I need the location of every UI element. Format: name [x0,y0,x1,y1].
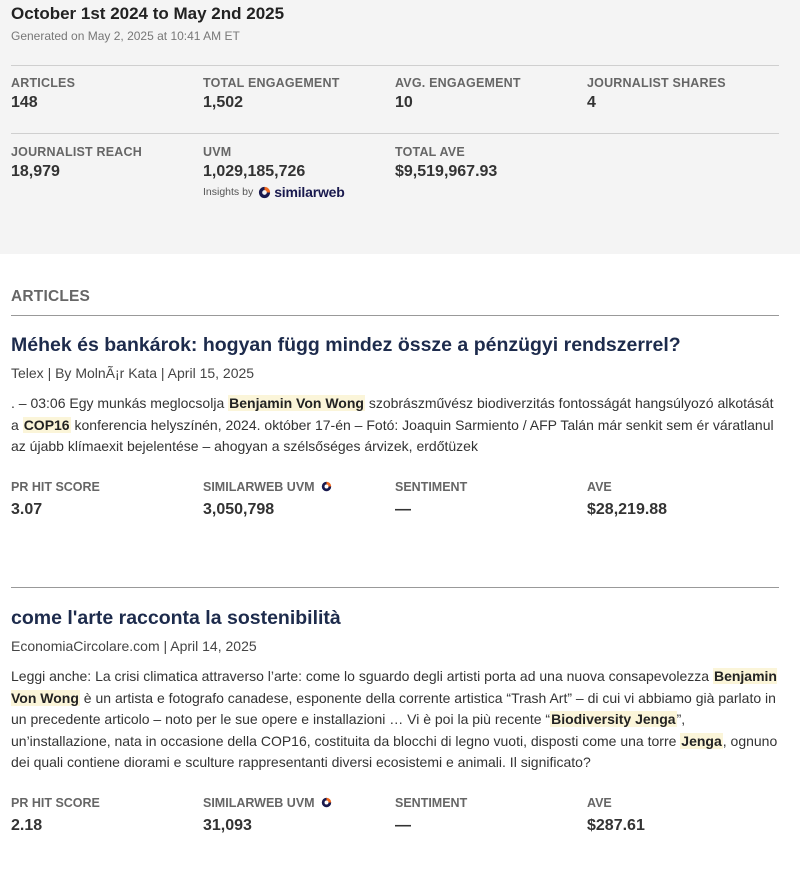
metric-label: AVG. ENGAGEMENT [395,76,521,90]
stat-value: 2.18 [11,816,43,834]
snippet-text: szobrászművész biodiverzitás fontosságát hangsúlyozó alkotását a [11,395,774,433]
metric-journalist-shares [587,75,777,113]
metric-value: 1,029,185,726 [203,163,306,180]
article-snippet [11,666,781,774]
report-date-range: October 1st 2024 to May 2nd 2025 [11,4,285,23]
metric-journalist-reach [11,144,201,182]
article-card [11,333,781,523]
stat-value: — [395,500,411,518]
stat-ave [587,479,667,520]
snippet-text: . – 03:06 Egy munkás meglocsolja [11,395,229,411]
metric-label: UVM [203,145,232,159]
stat-value: 3,050,798 [203,500,275,518]
snippet-text: Leggi anche: La crisi climatica attraverso l’arte: come lo sguardo degli artisti porta ad una nuova consapevolezza [11,668,713,684]
metric-label: ARTICLES [11,76,76,90]
article-card [11,606,781,839]
stat-label-row [203,479,332,495]
metric-label: TOTAL AVE [395,145,465,159]
divider [11,587,779,588]
insights-prefix: Insights by [203,186,254,198]
stat-sentiment [395,479,467,520]
metric-value: 4 [587,94,596,111]
keyword-highlight: Benjamin Von Wong [229,395,364,411]
stat-value: $28,219.88 [587,500,668,518]
stat-value: — [395,816,411,834]
metric-total-engagement [203,75,393,113]
articles-section-heading: ARTICLES [11,288,91,305]
keyword-highlight: Biodiversity Jenga [551,711,676,727]
stat-label: SENTIMENT [395,479,468,494]
stat-label-row [203,795,332,811]
stat-label: PR HIT SCORE [11,795,100,810]
stat-label: AVE [587,795,612,810]
metric-value: 1,502 [203,94,244,111]
report-generated-time: Generated on May 2, 2025 at 10:41 AM ET [11,29,240,43]
similarweb-logo-icon [321,797,332,808]
similarweb-logo-icon [321,481,332,492]
report-summary [0,0,800,254]
stat-value: 3.07 [11,500,43,518]
insights-by-similarweb [203,184,393,200]
snippet-text: ”, un’installazione, nata in occasione della COP16, costituita da blocchi di legno vuoti, disposti come una torre [11,711,686,749]
stat-label: SENTIMENT [395,795,468,810]
snippet-text: , ognuno dei quali contiene diorami e sculture rappresentanti diversi ecosistemi e animali. Il significato? [11,732,778,770]
stat-value: $287.61 [587,816,645,834]
stat-similarweb-uvm [203,795,332,836]
keyword-highlight: COP16 [23,416,70,433]
metric-value: 10 [395,94,413,111]
metric-total-ave [395,144,585,182]
snippet-text: è un artista e fotografo canadese, esponente della corrente artistica “Trash Art” – di cui vi abbiamo già parlato in un precedente articolo – noto per le sue opere e installazioni … Vi è poi la più recente “ [11,689,776,727]
stat-label: SIMILARWEB UVM [203,479,315,494]
metric-articles [11,75,201,113]
stat-value: 31,093 [203,816,252,834]
article-title[interactable]: come l'arte racconta la sostenibilità [11,607,341,629]
divider [11,315,779,316]
keyword-highlight: Benjamin Von Wong [11,668,777,706]
snippet-text: konferencia helyszínén, 2024. október 17-én – Fotó: Joaquin Sarmiento / AFP Talán már senkit sem ér váratlanul az újabb klímaexit bejelentése – ahogyan a szélsőséges árvizek, erdőtüzek [11,416,774,454]
metric-label: JOURNALIST REACH [11,145,142,159]
keyword-highlight: Jenga [681,732,722,749]
metric-label: TOTAL ENGAGEMENT [203,76,340,90]
metric-value: 148 [11,94,38,111]
divider [11,133,779,134]
stat-ave [587,795,645,836]
stat-similarweb-uvm [203,479,332,520]
article-stats [11,479,781,523]
article-snippet [11,393,781,458]
stat-label: AVE [587,479,612,494]
stat-label: PR HIT SCORE [11,479,100,494]
metric-label: JOURNALIST SHARES [587,76,726,90]
metric-value: 18,979 [11,163,60,180]
article-meta: EconomiaCircolare.com | April 14, 2025 [11,638,257,654]
stat-pr-hit-score [11,795,100,836]
metric-uvm [203,144,393,200]
article-stats [11,795,781,839]
article-title[interactable]: Méhek és bankárok: hogyan függ mindez össze a pénzügyi rendszerrel? [11,334,681,356]
metric-value: $9,519,967.93 [395,163,498,180]
article-meta: Telex | By MolnÃ¡r Kata | April 15, 2025 [11,365,255,381]
stat-sentiment [395,795,467,836]
metric-avg-engagement [395,75,585,113]
divider [11,65,779,66]
stat-pr-hit-score [11,479,100,520]
similarweb-brand: similarweb [274,184,345,200]
similarweb-logo-icon [258,186,271,199]
stat-label: SIMILARWEB UVM [203,795,315,810]
